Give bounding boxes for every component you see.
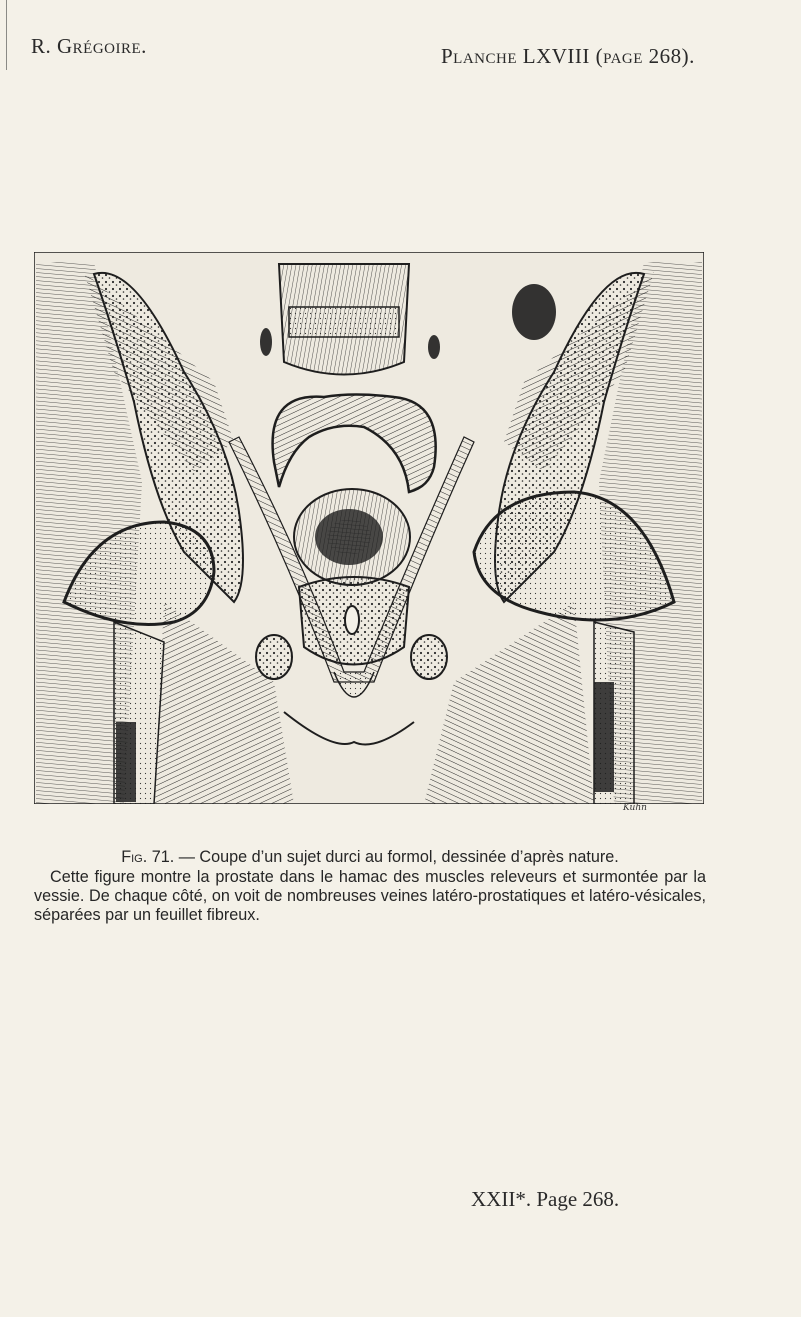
figure-label: Fig. 71. xyxy=(121,848,175,866)
rectum-wall xyxy=(273,395,436,493)
left-adductor-muscles xyxy=(154,602,294,804)
artist-signature: Kuhn xyxy=(623,803,647,813)
right-ischium xyxy=(411,635,447,679)
right-vessel xyxy=(428,335,440,359)
anatomical-illustration xyxy=(34,252,704,804)
right-femur-shadow xyxy=(594,682,614,792)
urethra xyxy=(345,606,359,634)
page-footer: XXII*. Page 268. xyxy=(471,1187,620,1211)
left-vessel xyxy=(260,328,272,356)
left-femur-shadow xyxy=(116,722,136,802)
perineal-fold xyxy=(284,712,414,745)
figure-caption xyxy=(34,848,706,925)
header-plate-reference: Planche LXVIII (page 268). xyxy=(441,44,695,68)
caption-body: Cette figure montre la prostate dans le hamac des muscles releveurs et surmontée par la vessie. De chaque côté, on voit de nombreuses veines latéro-prostatiques et latéro-vésicales, séparées par un feuillet fibreux. xyxy=(34,868,706,924)
pelvis-section-drawing xyxy=(34,252,704,804)
right-adductor-muscles xyxy=(424,602,594,804)
bulb xyxy=(334,672,374,697)
caption-heading xyxy=(34,848,706,867)
vertebral-body xyxy=(289,307,399,337)
header-author: R. Grégoire. xyxy=(31,34,147,58)
caption-title: — Coupe d’un sujet durci au formol, dessinée d’après nature. xyxy=(178,848,619,866)
bladder-lumen xyxy=(327,519,371,555)
page-edge-line xyxy=(6,0,7,70)
left-ischium xyxy=(256,635,292,679)
right-vessel-bundle xyxy=(512,284,556,340)
